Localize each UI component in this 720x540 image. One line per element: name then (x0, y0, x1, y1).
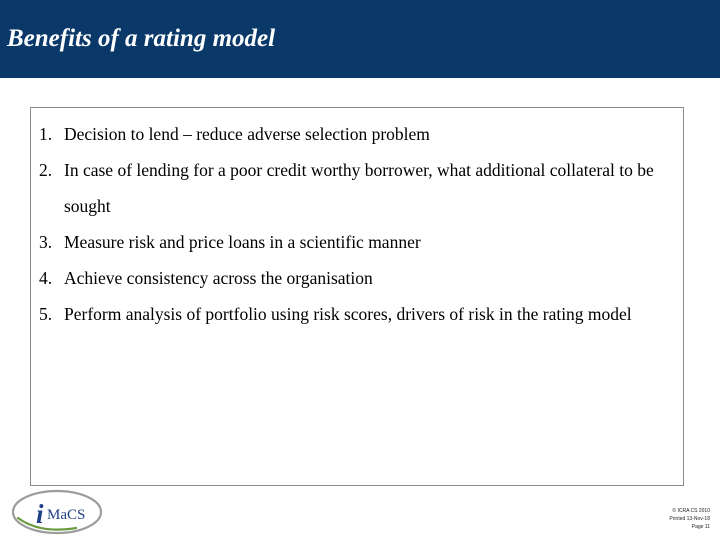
copyright-text: © ICRA CS 2010 (672, 508, 710, 514)
company-logo (10, 488, 106, 536)
benefits-list (39, 116, 675, 332)
list-item-number: 5. (39, 304, 53, 324)
list-item-text: Measure risk and price loans in a scientific manner (64, 232, 421, 252)
list-item-number: 2. (39, 160, 53, 180)
page-number: Page 11 (691, 524, 710, 530)
slide-title: Benefits of a rating model (7, 25, 276, 52)
list-item-number: 3. (39, 232, 53, 252)
list-item (39, 296, 675, 332)
list-item (39, 224, 675, 260)
list-item (39, 116, 675, 152)
list-item-number: 1. (39, 124, 53, 144)
printed-date: Printed 13-Nov-18 (669, 516, 710, 522)
list-item (39, 260, 675, 296)
title-bar (0, 0, 720, 78)
content-box (30, 107, 684, 486)
list-item (39, 152, 675, 224)
logo-wordmark: MaCS (47, 507, 86, 523)
list-item-text: Decision to lend – reduce adverse selection problem (64, 124, 430, 144)
list-item-text: Achieve consistency across the organisation (64, 268, 373, 288)
list-item-text: Perform analysis of portfolio using risk scores, drivers of risk in the rating model (64, 304, 632, 324)
footer-meta (669, 507, 710, 531)
list-item-number: 4. (39, 268, 53, 288)
logo-letter-i: i (36, 499, 44, 529)
list-item-text: In case of lending for a poor credit worthy borrower, what additional collateral to be sought (64, 160, 654, 216)
